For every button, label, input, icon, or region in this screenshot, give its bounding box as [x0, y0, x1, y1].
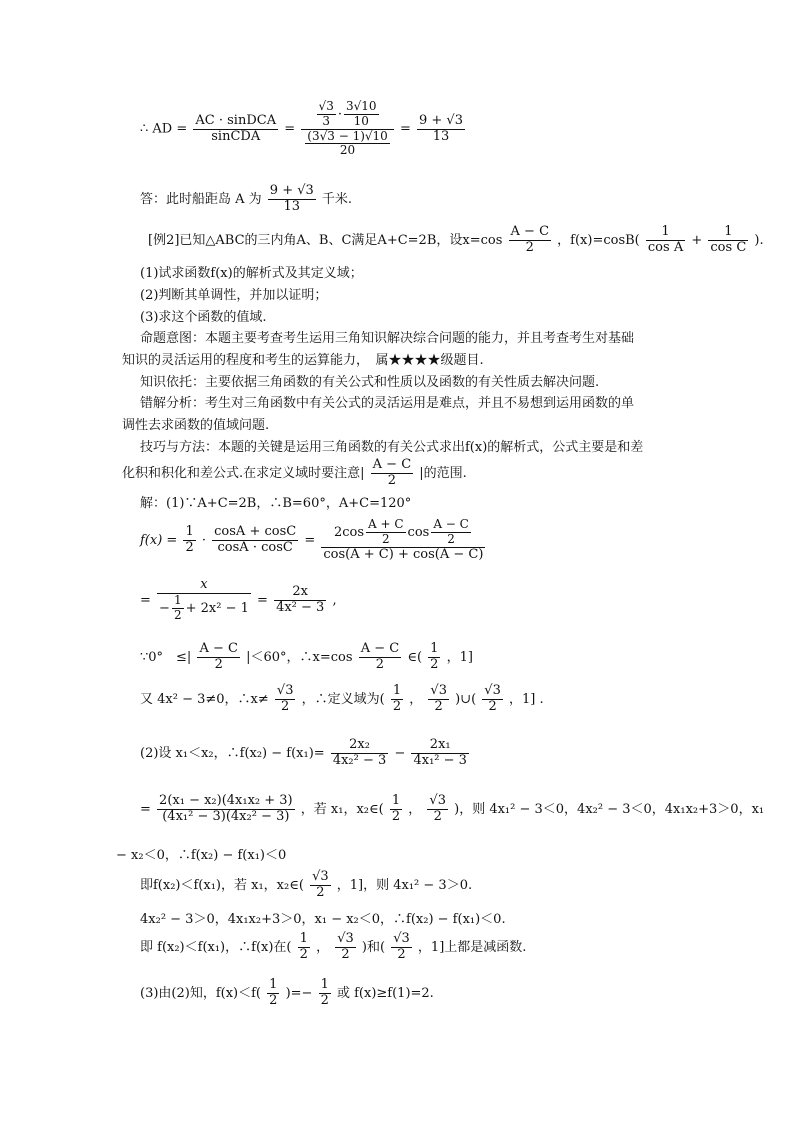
monotonic-line-4: 即f(x₂)＜f(x₁)，若 x₁，x₂∈( $\frac{√3}{2}$ ，1]，则 4x₁² − 3＞0.	[140, 869, 473, 900]
example2-statement	[148, 225, 764, 256]
question-2: (2)判断其单调性，并加以证明；	[140, 288, 328, 303]
fraction-denominator: cosA · cosC	[212, 540, 298, 556]
fraction-numerator: 9 + √3	[269, 183, 314, 198]
fraction-denominator: 13	[268, 199, 316, 215]
fraction-compound	[321, 518, 485, 563]
fraction-numerator: 2x	[292, 583, 308, 599]
intent-line-2: 知识的灵活运用的程度和考生的运算能力， 属★★★★级题目.	[122, 353, 484, 368]
fraction-denominator: 10	[344, 114, 379, 129]
technique-line-2	[122, 458, 467, 489]
fraction-numerator: 1	[661, 224, 670, 239]
basis-line: 知识依托：主要依据三角函数的有关公式和性质以及函数的有关性质去解决问题.	[140, 375, 600, 390]
fraction-denominator: cos A	[647, 239, 684, 255]
compound-numerator	[301, 100, 394, 129]
fraction-denominator: 4x² − 3	[276, 599, 325, 615]
technique-line-1: 技巧与方法：本题的关键是运用三角函数的有关公式求出f(x)的解析式，公式主要是和差	[140, 440, 644, 455]
fraction-numerator: (3√3 − 1)√10	[307, 128, 388, 143]
intent-line-1: 命题意图：本题主要考查考生运用三角知识解决综合问题的能力，并且考查考生对基础	[140, 331, 635, 346]
dot-operator: ·	[337, 106, 342, 122]
simplification-equation	[140, 578, 337, 623]
equals-sign: =	[284, 121, 296, 137]
fraction-denominator: 20	[305, 143, 390, 158]
fraction-result	[417, 114, 465, 145]
equals-sign: =	[257, 592, 268, 608]
technique-text: 化积和积化和差公式.在求定义域时要注意|	[122, 465, 365, 481]
equals-sign: =	[140, 592, 151, 608]
plus-sign: +	[691, 232, 703, 248]
monotonic-line-5: 4x₂² − 3＞0，4x₁x₂+3＞0，x₁ − x₂＜0，∴f(x₂) − f(x₁)＜0.	[140, 912, 506, 927]
range-line: ∵0° ≤| $\frac{A - C}{2}$ |＜60°，∴x=cos $\frac{A - C}{2}$ ∈( $\frac{1}{2}$ ，1]	[140, 641, 473, 672]
example2-text: ).	[754, 232, 764, 248]
compound-denominator	[301, 129, 394, 159]
error-line-1: 错解分析：考生对三角函数中有关公式的灵活运用是难点，并且不易想到运用函数的单	[140, 396, 635, 411]
example2-text: [例2]已知△ABC的三内角A、B、C满足A+C=2B，设x=cos	[148, 232, 503, 248]
answer-line	[140, 184, 352, 215]
fraction-denominator: 2	[371, 473, 414, 489]
error-line-2: 调性去求函数的值域问题.	[122, 418, 270, 433]
equals-sign: =	[304, 532, 316, 548]
compound-numerator: 2cos $\frac{A + C}{2}$ cos $\frac{A - C}{2}$	[333, 517, 469, 546]
fraction-numerator: A − C	[372, 457, 412, 472]
fx-equation	[140, 518, 487, 563]
example2-text: ，f(x)=cosB(	[557, 232, 640, 248]
fraction-numerator: A − C	[510, 224, 550, 239]
fraction-numerator: 3√10	[345, 99, 377, 113]
ad-prefix: ∴ AD =	[140, 121, 188, 137]
monotonic-line-3: − x₂＜0，∴f(x₂) − f(x₁)＜0	[116, 848, 287, 863]
domain-line: 又 4x² − 3≠0，∴x≠ $\frac{√3}{2}$ ，∴定义域为( $\frac{1}{2}$ ， $\frac{√3}{2}$ )∪( $\frac{√3}{2}$ ，1] .	[140, 683, 544, 714]
fraction-denominator: 2	[509, 240, 552, 256]
fraction-numerator: √3	[318, 99, 334, 113]
fraction-numerator: 1	[724, 224, 733, 239]
monotonic-line-2: = $\frac{\text{2(x₁ − x₂)(4x₁x₂ + 3)}}{\text{(4x₁² − 3)(4x₂² − 3)}}$ ，若 x₁，x₂∈( $\frac{1}{2}$ ， $\frac{√3}{2}$ )，则 4x₁² − 3＜0，4x₂² − 3＜0，4x₁x₂+3＞0，x₁	[140, 793, 765, 824]
technique-text: |的范围.	[419, 465, 467, 481]
value-range-line: (3)由(2)知，f(x)＜f( $\frac{1}{2}$ )=− $\frac{1}{2}$ 或 f(x)≥f(1)=2.	[140, 977, 434, 1008]
fraction-numerator: 9 + √3	[418, 112, 463, 128]
fraction-denominator: 3	[317, 114, 336, 129]
fx-lhs: f(x) =	[140, 532, 178, 548]
solution-line-1: 解：(1)∵A+C=2B，∴B=60°，A+C=120°	[140, 496, 412, 511]
fraction-x	[157, 578, 251, 623]
fraction-denominator: cos C	[710, 239, 747, 255]
monotonic-line-6: 即 f(x₂)＜f(x₁)，∴f(x)在( $\frac{1}{2}$ ， $\frac{√3}{2}$ )和( $\frac{√3}{2}$ ，1]上都是减函数.	[140, 931, 527, 962]
ad-equation	[140, 100, 467, 158]
fraction-numerator: x	[200, 577, 208, 592]
question-3: (3)求这个函数的值域.	[140, 310, 267, 325]
comma: ,	[332, 592, 337, 608]
fraction-denominator: 13	[417, 129, 465, 145]
fraction-denominator: 2	[185, 539, 194, 555]
fraction-numerator: 1	[185, 523, 194, 539]
answer-fraction	[268, 184, 316, 215]
fraction-denominator: cos(A + C) + cos(A − C)	[323, 546, 484, 562]
monotonic-line-1: (2)设 x₁＜x₂，∴f(x₂) − f(x₁)= $\frac{\text{2x₂}}{\text{4x₂² − 3}}$ − $\frac{\text{2x₁}}{\text{4x₁² − 3}}$	[140, 737, 467, 768]
answer-unit: 千米.	[321, 191, 353, 207]
equals-sign: =	[399, 121, 411, 137]
fraction-numerator: cosA + cosC	[214, 523, 297, 539]
answer-text: 答：此时船距岛 A 为	[140, 191, 262, 207]
dot-operator: ·	[201, 532, 207, 548]
question-1: (1)试求函数f(x)的解析式及其定义域；	[140, 266, 363, 281]
fraction-denominator: sinCDA	[193, 129, 278, 145]
fraction-ac-sin	[193, 114, 278, 145]
fraction-denominator: − $\frac{1}{2}$ + 2x² − 1	[159, 592, 249, 622]
fraction-numerator: AC · sinDCA	[195, 112, 277, 128]
fraction-compound	[301, 100, 394, 158]
